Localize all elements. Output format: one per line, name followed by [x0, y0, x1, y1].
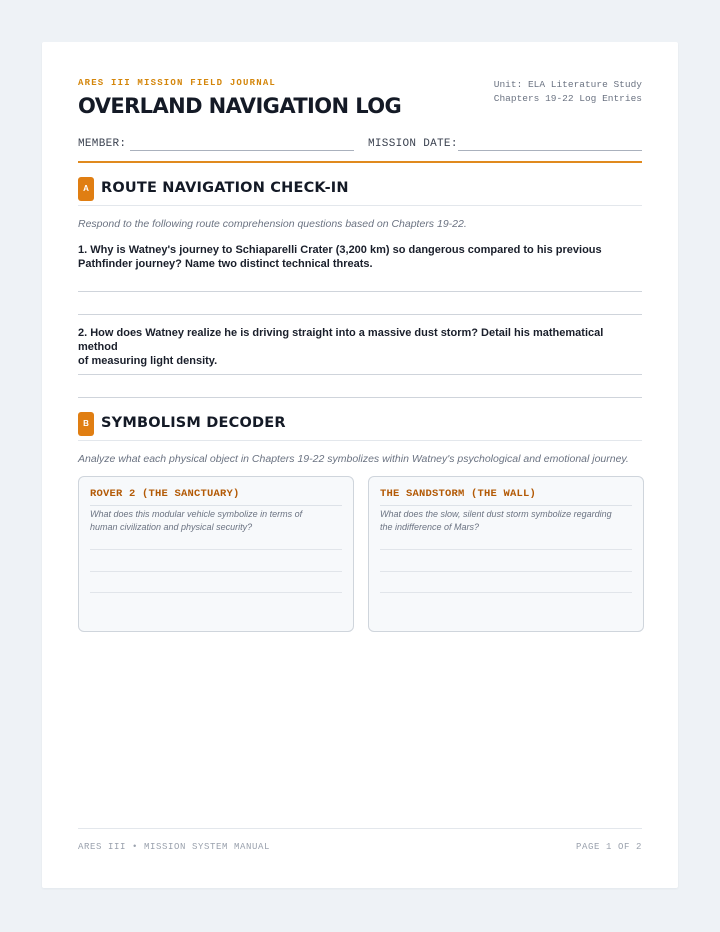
section-b-rule [78, 440, 642, 441]
chapters-meta-line: Chapters 19-22 Log Entries [493, 93, 642, 104]
card-answer-line[interactable] [380, 549, 632, 550]
card-title: THE SANDSTORM (THE WALL) [380, 488, 537, 500]
answer-1-line[interactable] [78, 314, 642, 315]
symbol-card-sandstorm [368, 476, 644, 632]
question-1-line: Pathfinder journey? Name two distinct technical threats. [78, 258, 373, 270]
question-1-line: 1. Why is Watney's journey to Schiaparelli Crater (3,200 km) so dangerous compared to his previous [78, 244, 602, 256]
header-divider [78, 161, 642, 163]
journal-kicker: ARES III MISSION FIELD JOURNAL [78, 78, 277, 88]
card-answer-line[interactable] [380, 571, 632, 572]
section-a-badge: A [78, 177, 94, 201]
question-2-line: 2. How does Watney realize he is driving straight into a massive dust storm? Detail his mathematical method [78, 327, 604, 353]
question-1 [78, 243, 642, 271]
section-a-rule [78, 205, 642, 206]
card-prompt [380, 508, 632, 534]
card-prompt [90, 508, 342, 534]
member-label: MEMBER: [78, 138, 127, 150]
card-prompt-line: What does the slow, silent dust storm symbolize regarding [380, 509, 612, 519]
card-answer-line[interactable] [90, 549, 342, 550]
section-b-header [78, 412, 642, 442]
answer-2-line[interactable] [78, 397, 642, 398]
page-number: PAGE 1 OF 2 [575, 842, 642, 852]
card-answer-line[interactable] [90, 571, 342, 572]
member-field[interactable] [130, 150, 354, 151]
card-answer-line[interactable] [90, 592, 342, 593]
section-b-badge: B [78, 412, 94, 436]
question-2-line: of measuring light density. [78, 355, 218, 367]
mission-date-label: MISSION DATE: [368, 138, 458, 150]
info-fields [78, 136, 642, 156]
card-answer-line[interactable] [380, 592, 632, 593]
section-b-instruction: Analyze what each physical object in Chapters 19-22 symbolizes within Watney's psychological and emotional journey. [78, 453, 629, 465]
page-header [78, 78, 642, 128]
card-prompt-line: What does this modular vehicle symbolize in terms of [90, 509, 303, 519]
answer-1-line[interactable] [78, 291, 642, 292]
section-a-instruction: Respond to the following route comprehension questions based on Chapters 19-22. [78, 218, 467, 230]
mission-date-field[interactable] [458, 150, 642, 151]
answer-2-line[interactable] [78, 374, 642, 375]
card-divider [90, 505, 342, 506]
unit-meta-line: Unit: ELA Literature Study [493, 79, 642, 90]
section-a-title: ROUTE NAVIGATION CHECK-IN [101, 180, 349, 196]
symbol-card-rover [78, 476, 354, 632]
worksheet-page [42, 42, 678, 888]
footer-manual-label: ARES III • MISSION SYSTEM MANUAL [78, 842, 271, 852]
card-divider [380, 505, 632, 506]
unit-meta [494, 78, 642, 106]
page-content [78, 42, 642, 888]
footer-divider [78, 828, 642, 829]
card-prompt-line: the indifference of Mars? [380, 522, 480, 532]
page-title: OVERLAND NAVIGATION LOG [78, 94, 402, 118]
section-b-title: SYMBOLISM DECODER [101, 415, 286, 431]
card-prompt-line: human civilization and physical security? [90, 522, 253, 532]
section-a-header [78, 177, 642, 207]
card-title: ROVER 2 (THE SANCTUARY) [90, 488, 240, 500]
question-2 [78, 326, 642, 368]
